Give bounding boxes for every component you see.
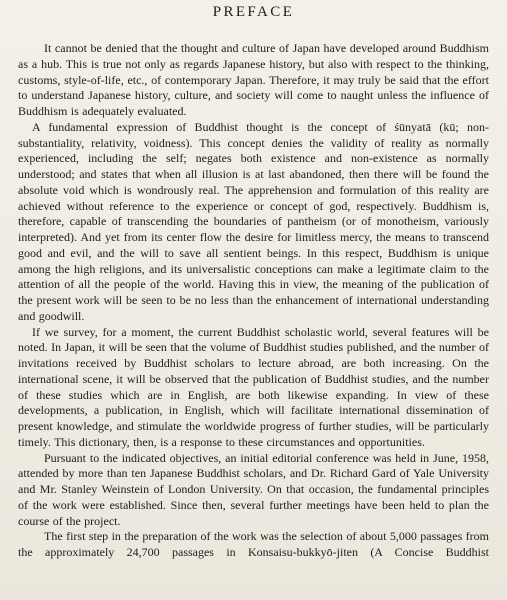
paragraph-4: Pursuant to the indicated objectives, an initial editorial conference was held in June, 1958, attended by more than ten Japanese Buddhist scholars, and Dr. Richard Gard of Yale University and Mr. Stanley Weinstein of London University. On that occasion, the fundamental principles of the work were established. Since then, several further meetings have been held to plan the course of the project. [18, 450, 489, 528]
page-bottom-shadow [0, 590, 507, 600]
paragraph-5: The first step in the preparation of the work was the selection of about 5,000 passages from the approximately 24,700 passages in Konsaisu-bukkyō-jiten (A Concise Buddhist [18, 529, 489, 559]
paragraph-3: If we survey, for a moment, the current Buddhist scholastic world, several features will be noted. In Japan, it will be seen that the volume of Buddhist studies published, and the number of invitations received by Buddhist scholars to lecture abroad, are both increasing. On the international scene, it will be observed that the publication of Buddhist studies, and the number of these studies which are in English, are both likewise expanding. In view of these developments, a publication, in English, which will facilitate international dissemination of present knowledge, and stimulate the worldwide progress of further studies, will be particularly timely. This dictionary, then, is a response to these circumstances and opportunities. [18, 324, 489, 449]
paragraph-2: A fundamental expression of Buddhist thought is the concept of śūnyatā (kū; non-substantiality, relativity, voidness). This concept denies the validity of reality as normally experienced, including the self; negates both existence and non-existence as normally understood; and states that when all illusion is at last abandoned, then there will be found the absolute void which is wondrously real. The apprehension and formulation of this reality are achieved without reference to the experience or concept of god, respectively. Buddhism is, therefore, capable of transcending the boundaries of pantheism (or of monotheism, variously interpreted). And yet from its center flow the desire for limitless mercy, the means to transcend good and evil, and the will to save all sentient beings. In this respect, Buddhism is unique among the high religions, and its universalistic conceptions can make a legitimate claim to the attention of all the people of the world. Having this in view, the meaning of the publication of the present work will be seen to be no less than the enhancement of international understanding and goodwill. [18, 119, 489, 323]
paragraph-1: It cannot be denied that the thought and culture of Japan have developed around Buddhism as a hub. This is true not only as regards Japanese history, but also with respect to the thinking, customs, style-of-life, etc., of contemporary Japan. Therefore, it may truly be said that the effort to understand Japanese history, culture, and society will come to naught unless the influence of Buddhism is adequately evaluated. [18, 41, 489, 118]
page-title: PREFACE [212, 4, 295, 20]
